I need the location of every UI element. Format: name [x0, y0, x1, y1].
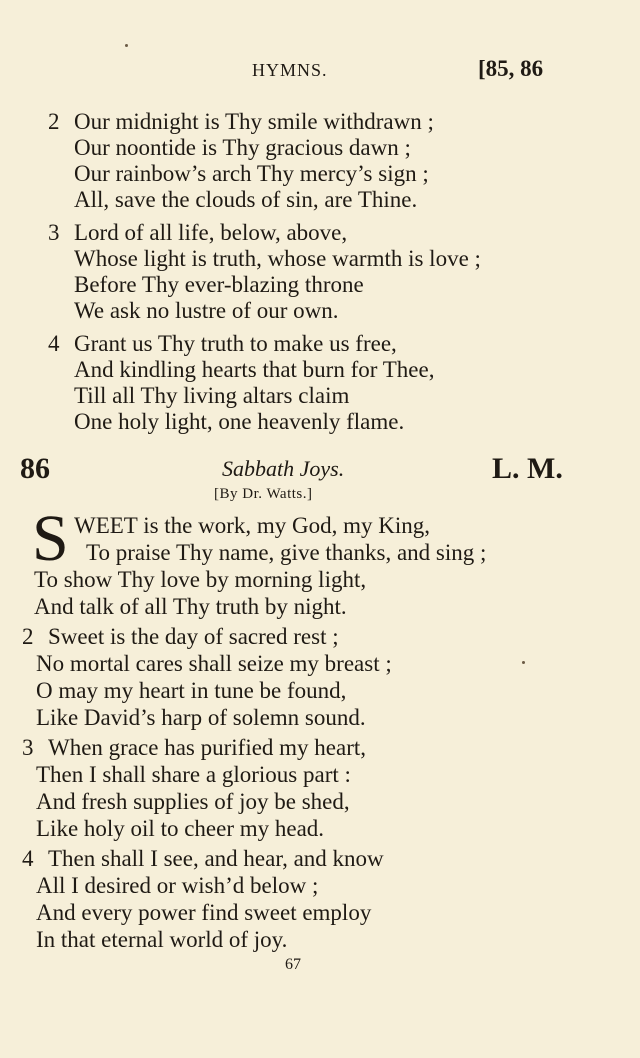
page-header	[0, 56, 640, 90]
verse-line: All, save the clouds of sin, are Thine.	[74, 187, 418, 212]
hymn-range: [85, 86	[478, 56, 544, 81]
hymn-title: Sabbath Joys.	[222, 456, 345, 481]
verse-line: Then I shall share a glorious part :	[36, 762, 351, 787]
page-number: 67	[285, 956, 301, 973]
verse-line: Like holy oil to cheer my head.	[36, 816, 325, 841]
verse-line: One holy light, one heavenly flame.	[74, 409, 405, 434]
verse-line: Before Thy ever-blazing throne	[74, 272, 364, 297]
verse-line: Our noontide is Thy gracious dawn ;	[74, 135, 411, 160]
verse-number: 4	[48, 331, 60, 356]
verse-line: In that eternal world of joy.	[36, 927, 288, 952]
verse-line: And kindling hearts that burn for Thee,	[74, 357, 435, 382]
running-title: HYMNS.	[252, 60, 328, 80]
hymn-author: [By Dr. Watts.]	[214, 486, 313, 502]
verse-line: Our midnight is Thy smile withdrawn ;	[74, 109, 434, 134]
verse-line: Like David’s harp of solemn sound.	[36, 705, 366, 730]
ink-speck	[522, 661, 525, 664]
verse-line: Lord of all life, below, above,	[74, 220, 348, 245]
verse-number: 3	[22, 735, 34, 760]
verse-number: 2	[22, 624, 34, 649]
verse-line: WEET is the work, my God, my King,	[74, 513, 431, 538]
verse-line: Then shall I see, and hear, and know	[48, 846, 384, 871]
verse-number: 4	[22, 846, 34, 871]
verse-line: And every power find sweet employ	[36, 900, 372, 925]
verse-line: All I desired or wish’d below ;	[36, 873, 319, 898]
verse-line: And fresh supplies of joy be shed,	[36, 789, 350, 814]
verse-line: Sweet is the day of sacred rest ;	[48, 624, 339, 649]
verse-line: We ask no lustre of our own.	[74, 298, 339, 323]
drop-cap: S	[32, 502, 69, 575]
verse-line: When grace has purified my heart,	[48, 735, 367, 760]
hymn-meter: L. M.	[492, 452, 563, 485]
verse-line: Our rainbow’s arch Thy mercy’s sign ;	[74, 161, 429, 186]
verse-line: To praise Thy name, give thanks, and sing ;	[86, 540, 487, 565]
verse-line: To show Thy love by morning light,	[34, 567, 367, 592]
hymn-number: 86	[20, 452, 50, 485]
ink-speck	[125, 44, 128, 47]
verse-line: No mortal cares shall seize my breast ;	[36, 651, 392, 676]
verse-number: 3	[48, 220, 60, 245]
verse-line: Grant us Thy truth to make us free,	[74, 331, 397, 356]
verse-line: Till all Thy living altars claim	[74, 383, 350, 408]
verse-number: 2	[48, 109, 60, 134]
verse-line: O may my heart in tune be found,	[36, 678, 347, 703]
verse-line: Whose light is truth, whose warmth is love ;	[74, 246, 481, 271]
verse-line: And talk of all Thy truth by night.	[34, 594, 347, 619]
hymn-heading	[0, 452, 640, 492]
